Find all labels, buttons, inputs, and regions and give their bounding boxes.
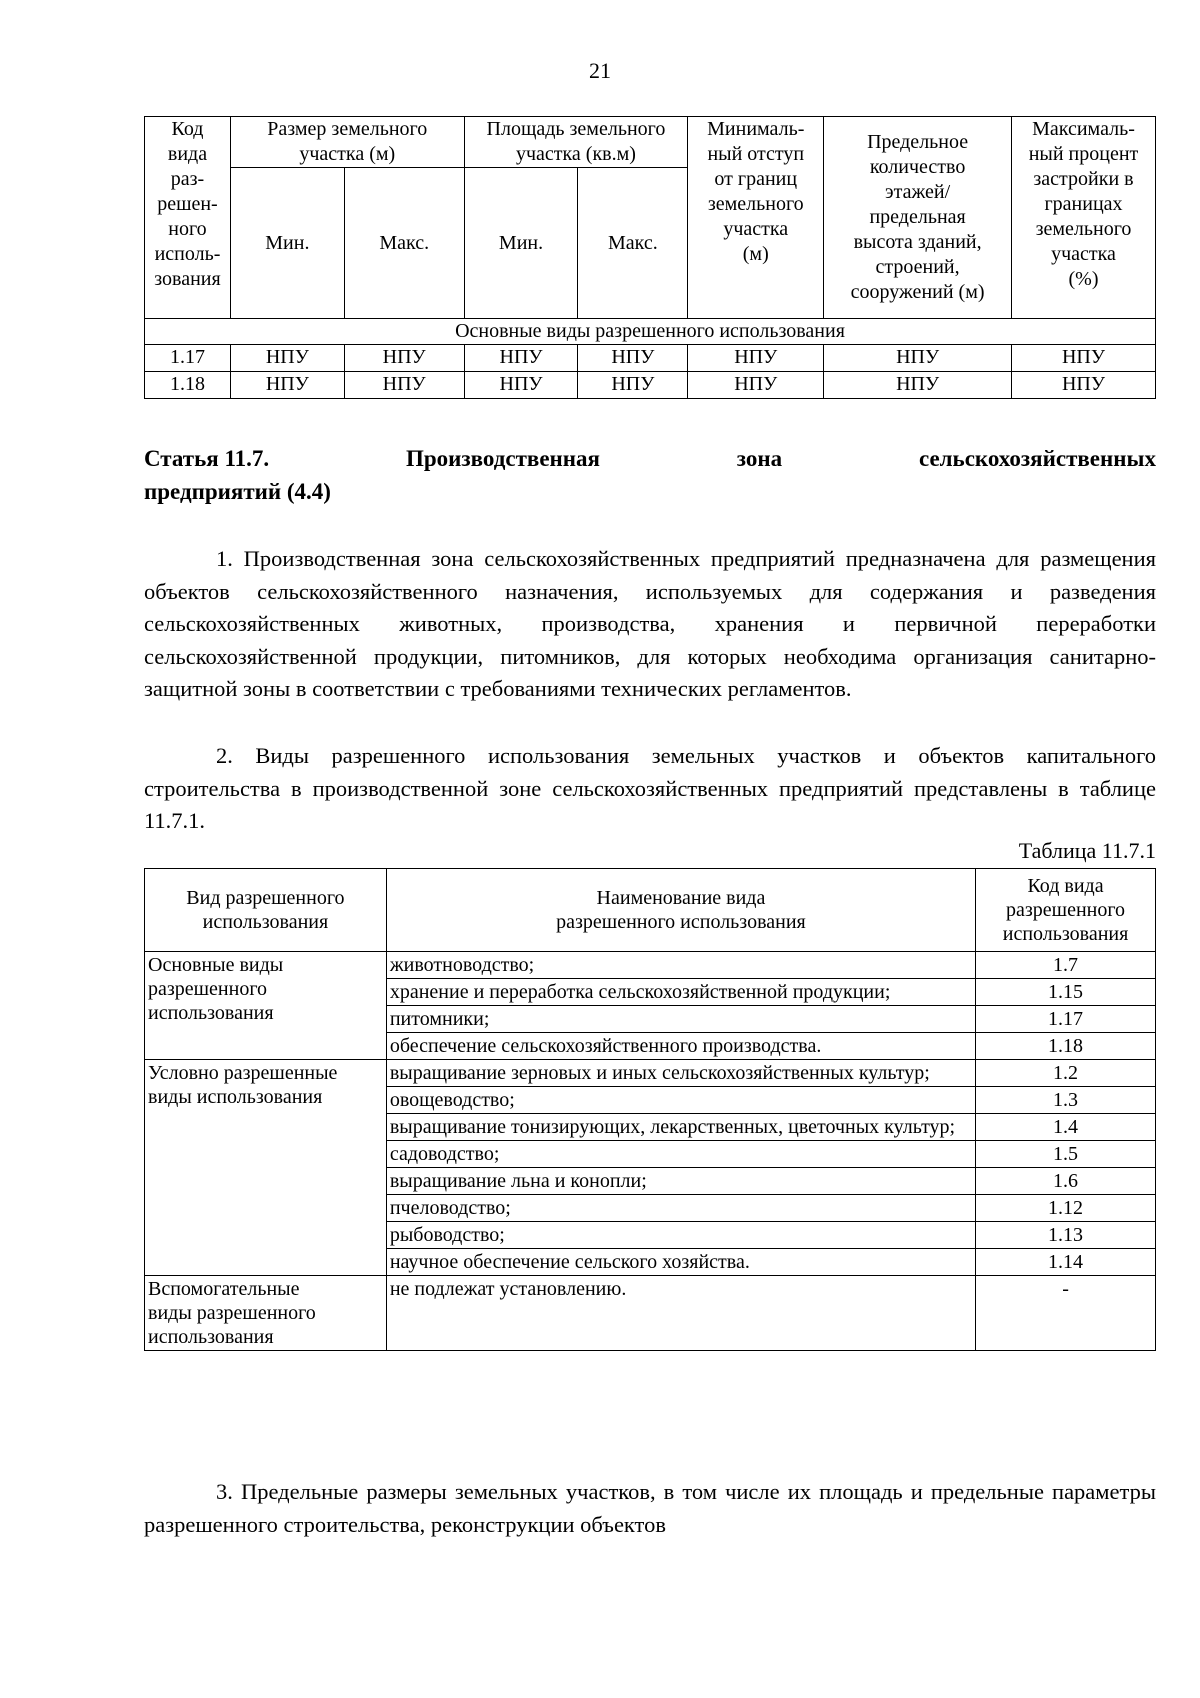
table-row: 1.18 НПУ НПУ НПУ НПУ НПУ НПУ НПУ [145,372,1156,399]
group-label: Основные виды разрешенного использования [145,952,387,1060]
header-min-setback: Минималь- ный отступ от границ земельного участка (м) [688,117,824,319]
permitted-use-table [144,868,1156,1351]
header-plot-size-max: Макс. [344,168,464,319]
table-row: выращивание тонизирующих, лекарственных, цветочных культур; 1.4 [145,1114,1156,1141]
table-row: Условно разрешенные виды использования выращивание зерновых и иных сельскохозяйственных культур; 1.2 [145,1060,1156,1087]
page-number: 21 [589,58,611,83]
group-label: Вспомогательные виды разрешенного использования [145,1276,387,1351]
paragraph-3: 3. Предельные размеры земельных участков, в том числе их площадь и предельные параметры разрешенного строительства, реконструкции объектов [144,1479,1156,1537]
article-heading: Статья 11.7. Производственная зона сельскохозяйственных предприятий (4.4) [144,446,1156,504]
header-use-code: Код вида разрешенного использования [976,869,1156,952]
table-row: овощеводство; 1.3 [145,1087,1156,1114]
table-row: Вспомогательные виды разрешенного использования не подлежат установлению. - [145,1276,1156,1351]
header-code: Код вида раз- решен- ного исполь- зования [145,117,231,319]
table-row: рыбоводство; 1.13 [145,1222,1156,1249]
table-row: 1.17 НПУ НПУ НПУ НПУ НПУ НПУ НПУ [145,345,1156,372]
header-use-name: Наименование вида разрешенного использования [386,869,975,952]
header-plot-size-min: Мин. [230,168,344,319]
parameters-table [144,116,1156,399]
table-caption: Таблица 11.7.1 [1018,838,1156,863]
table-row: научное обеспечение сельского хозяйства. 1.14 [145,1249,1156,1276]
paragraph-1: 1. Производственная зона сельскохозяйственных предприятий предназначена для размещения объектов сельскохозяйственного назначения, используемых для содержания и разведения сельскохозяйственных животных, производства, хранения и первичной переработки сельскохозяйственной продукции, питомников, для которых необходима организация санитарно-защитной зоны в соответствии с требованиями технических регламентов. [144,546,1156,701]
table-row: хранение и переработка сельскохозяйственной продукции; 1.15 [145,979,1156,1006]
header-use-type: Вид разрешенного использования [145,869,387,952]
header-plot-size: Размер земельного участка (м) [230,117,464,168]
section-title: Основные виды разрешенного использования [145,319,1156,345]
table-row: садоводство; 1.5 [145,1141,1156,1168]
paragraph-2: 2. Виды разрешенного использования земельных участков и объектов капитального строительства в производственной зоне сельскохозяйственных предприятий представлены в таблице 11.7.1. [144,743,1156,833]
header-plot-area-min: Мин. [464,168,578,319]
header-plot-area-max: Макс. [578,168,688,319]
table-row: Основные виды разрешенного использования животноводство; 1.7 [145,952,1156,979]
table-row: питомники; 1.17 [145,1006,1156,1033]
header-plot-area: Площадь земельного участка (кв.м) [464,117,688,168]
group-label: Условно разрешенные виды использования [145,1060,387,1276]
table-row: выращивание льна и конопли; 1.6 [145,1168,1156,1195]
header-max-floors: Предельное количество этажей/ предельная высота зданий, строений, сооружений (м) [824,117,1012,319]
table-row: обеспечение сельскохозяйственного производства. 1.18 [145,1033,1156,1060]
table-row: пчеловодство; 1.12 [145,1195,1156,1222]
header-max-coverage: Максималь- ный процент застройки в границах земельного участка (%) [1012,117,1156,319]
